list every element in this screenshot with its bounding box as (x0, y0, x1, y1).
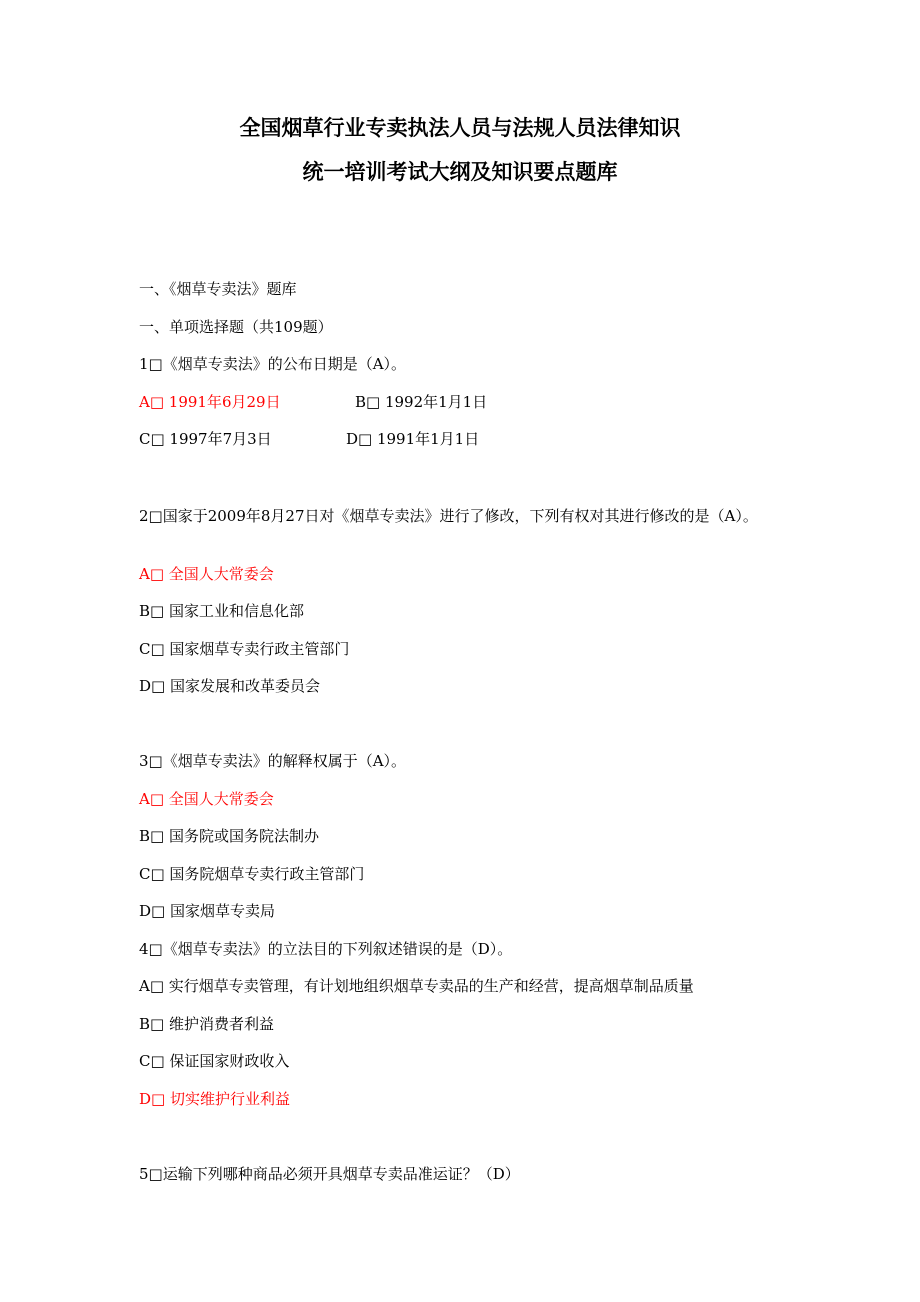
option-a: A□ 实行烟草专卖管理，有计划地组织烟草专卖品的生产和经营，提高烟草制品质量 (139, 977, 694, 995)
question-stem: 1□《烟草专卖法》的公布日期是（A）。 (139, 355, 407, 373)
option-a-correct: A□ 全国人大常委会 (139, 565, 274, 583)
option-b: B□ 国家工业和信息化部 (139, 602, 304, 620)
option-c: C□ 国务院烟草专卖行政主管部门 (139, 865, 365, 883)
option-a-correct: A□ 全国人大常委会 (139, 790, 274, 808)
option-b: B□ 1992年1月1日 (355, 393, 488, 411)
document-title-line-1: 全国烟草行业专卖执法人员与法规人员法律知识 (239, 115, 681, 140)
question-stem: 5□运输下列哪种商品必须开具烟草专卖品准运证？（D） (139, 1165, 520, 1183)
option-c: C□ 保证国家财政收入 (139, 1052, 290, 1070)
subsection-heading: 一、单项选择题（共109题） (139, 318, 333, 336)
question-stem: 3□《烟草专卖法》的解释权属于（A）。 (139, 752, 407, 770)
option-b: B□ 国务院或国务院法制办 (139, 827, 319, 845)
option-c: C□ 1997年7月3日 (139, 430, 272, 448)
document-title-line-2: 统一培训考试大纲及知识要点题库 (302, 159, 618, 184)
option-d: D□ 国家发展和改革委员会 (139, 677, 320, 695)
option-a-correct: A□ 1991年6月29日 (139, 393, 281, 411)
option-d: D□ 国家烟草专卖局 (139, 902, 275, 920)
option-b: B□ 维护消费者利益 (139, 1015, 274, 1033)
question-stem: 4□《烟草专卖法》的立法目的下列叙述错误的是（D）。 (139, 940, 513, 958)
option-c: C□ 国家烟草专卖行政主管部门 (139, 640, 350, 658)
option-d: D□ 1991年1月1日 (346, 430, 480, 448)
question-stem: 2□国家于2009年8月27日对《烟草专卖法》进行了修改，下列有权对其进行修改的是（A）。 (139, 507, 758, 525)
section-heading: 一、《烟草专卖法》题库 (139, 280, 297, 298)
option-d-correct: D□ 切实维护行业利益 (139, 1090, 290, 1108)
